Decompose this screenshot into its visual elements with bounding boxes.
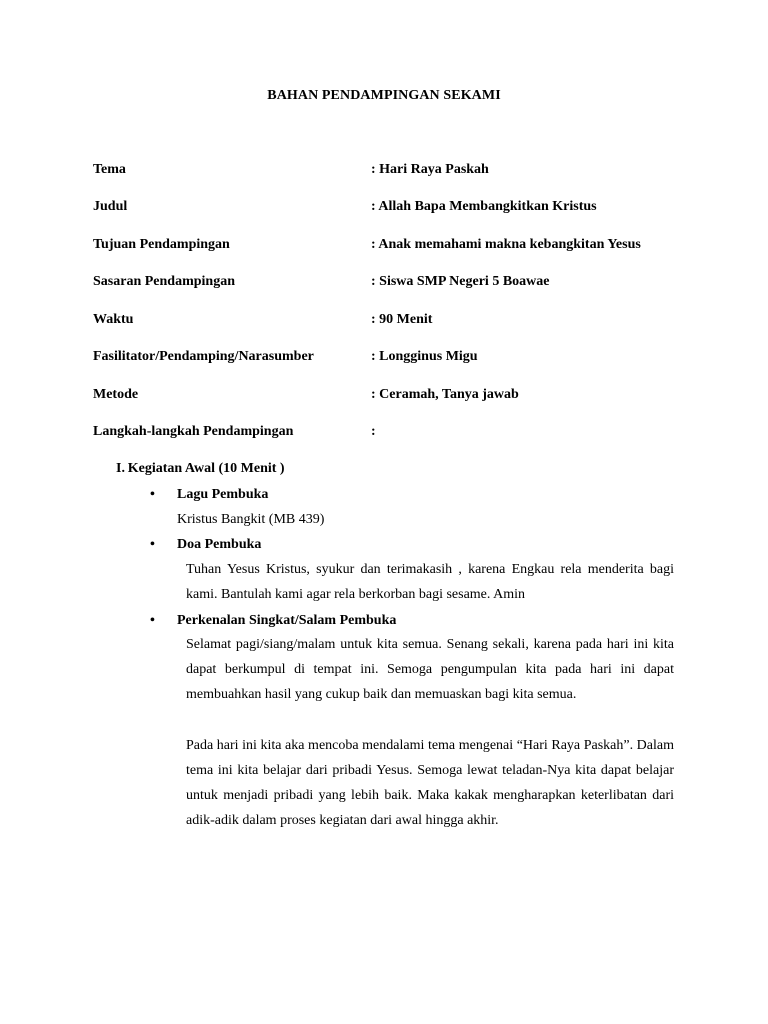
meta-row-sasaran bbox=[93, 274, 693, 292]
meta-value: : Anak memahami makna kebangkitan Yesus bbox=[371, 237, 641, 252]
meta-value: : Allah Bapa Membangkitkan Kristus bbox=[371, 199, 597, 214]
meta-row-tujuan bbox=[93, 237, 693, 255]
meta-label: Tema bbox=[93, 162, 126, 177]
bullet-label: Perkenalan Singkat/Salam Pembuka bbox=[177, 613, 397, 628]
meta-row-tema bbox=[93, 162, 693, 180]
meta-value: : Siswa SMP Negeri 5 Boawae bbox=[371, 274, 550, 289]
bullet-icon: • bbox=[150, 537, 155, 552]
perkenalan-paragraph-2: Pada hari ini kita aka mencoba mendalami tema mengenai “Hari Raya Paskah”. Dalam tema ini kita belajar dari pribadi Yesus. Semoga lewat teladan-Nya kita dapat belajar untuk menjadi pribadi yang lebih baik. Maka kakak mengharapkan keterlibatan dari adik-adik dalam proses kegiatan dari awal hingga akhir. bbox=[186, 738, 674, 828]
bullet-label: Lagu Pembuka bbox=[177, 487, 269, 502]
meta-label: Waktu bbox=[93, 312, 134, 327]
meta-row-langkah bbox=[93, 424, 693, 442]
meta-row-judul bbox=[93, 199, 693, 217]
meta-value: : Ceramah, Tanya jawab bbox=[371, 387, 519, 402]
meta-value: : 90 Menit bbox=[371, 312, 433, 327]
meta-value: : Longginus Migu bbox=[371, 349, 478, 364]
meta-label: Langkah-langkah Pendampingan bbox=[93, 424, 294, 439]
meta-label: Sasaran Pendampingan bbox=[93, 274, 235, 289]
bullet-icon: • bbox=[150, 487, 155, 502]
meta-label: Metode bbox=[93, 387, 139, 402]
meta-value: : bbox=[371, 424, 376, 439]
section-heading-kegiatan-awal: I. Kegiatan Awal (10 Menit ) bbox=[116, 461, 285, 476]
doa-pembuka-text: Tuhan Yesus Kristus, syukur dan terimakasih , karena Engkau rela menderita bagi kami. Bantulah kami agar rela berkorban bagi sesame. Amin bbox=[186, 562, 674, 602]
meta-label: Judul bbox=[93, 199, 128, 214]
lagu-pembuka-text: Kristus Bangkit (MB 439) bbox=[177, 512, 325, 527]
meta-value: : Hari Raya Paskah bbox=[371, 162, 489, 177]
bullet-icon: • bbox=[150, 613, 155, 628]
meta-row-fasilitator bbox=[93, 349, 693, 367]
meta-row-metode bbox=[93, 387, 693, 405]
meta-label: Tujuan Pendampingan bbox=[93, 237, 230, 252]
bullet-label: Doa Pembuka bbox=[177, 537, 262, 552]
perkenalan-paragraph-1: Selamat pagi/siang/malam untuk kita semua. Senang sekali, karena pada hari ini kita dapat berkumpul di tempat ini. Semoga pengumpulan kita pada hari ini dapat membuahkan hasil yang cukup baik dan memuaskan bagi kita semua. bbox=[186, 637, 674, 702]
document-title: BAHAN PENDAMPINGAN SEKAMI bbox=[267, 88, 501, 103]
meta-row-waktu bbox=[93, 312, 693, 330]
meta-label: Fasilitator/Pendamping/Narasumber bbox=[93, 349, 314, 364]
